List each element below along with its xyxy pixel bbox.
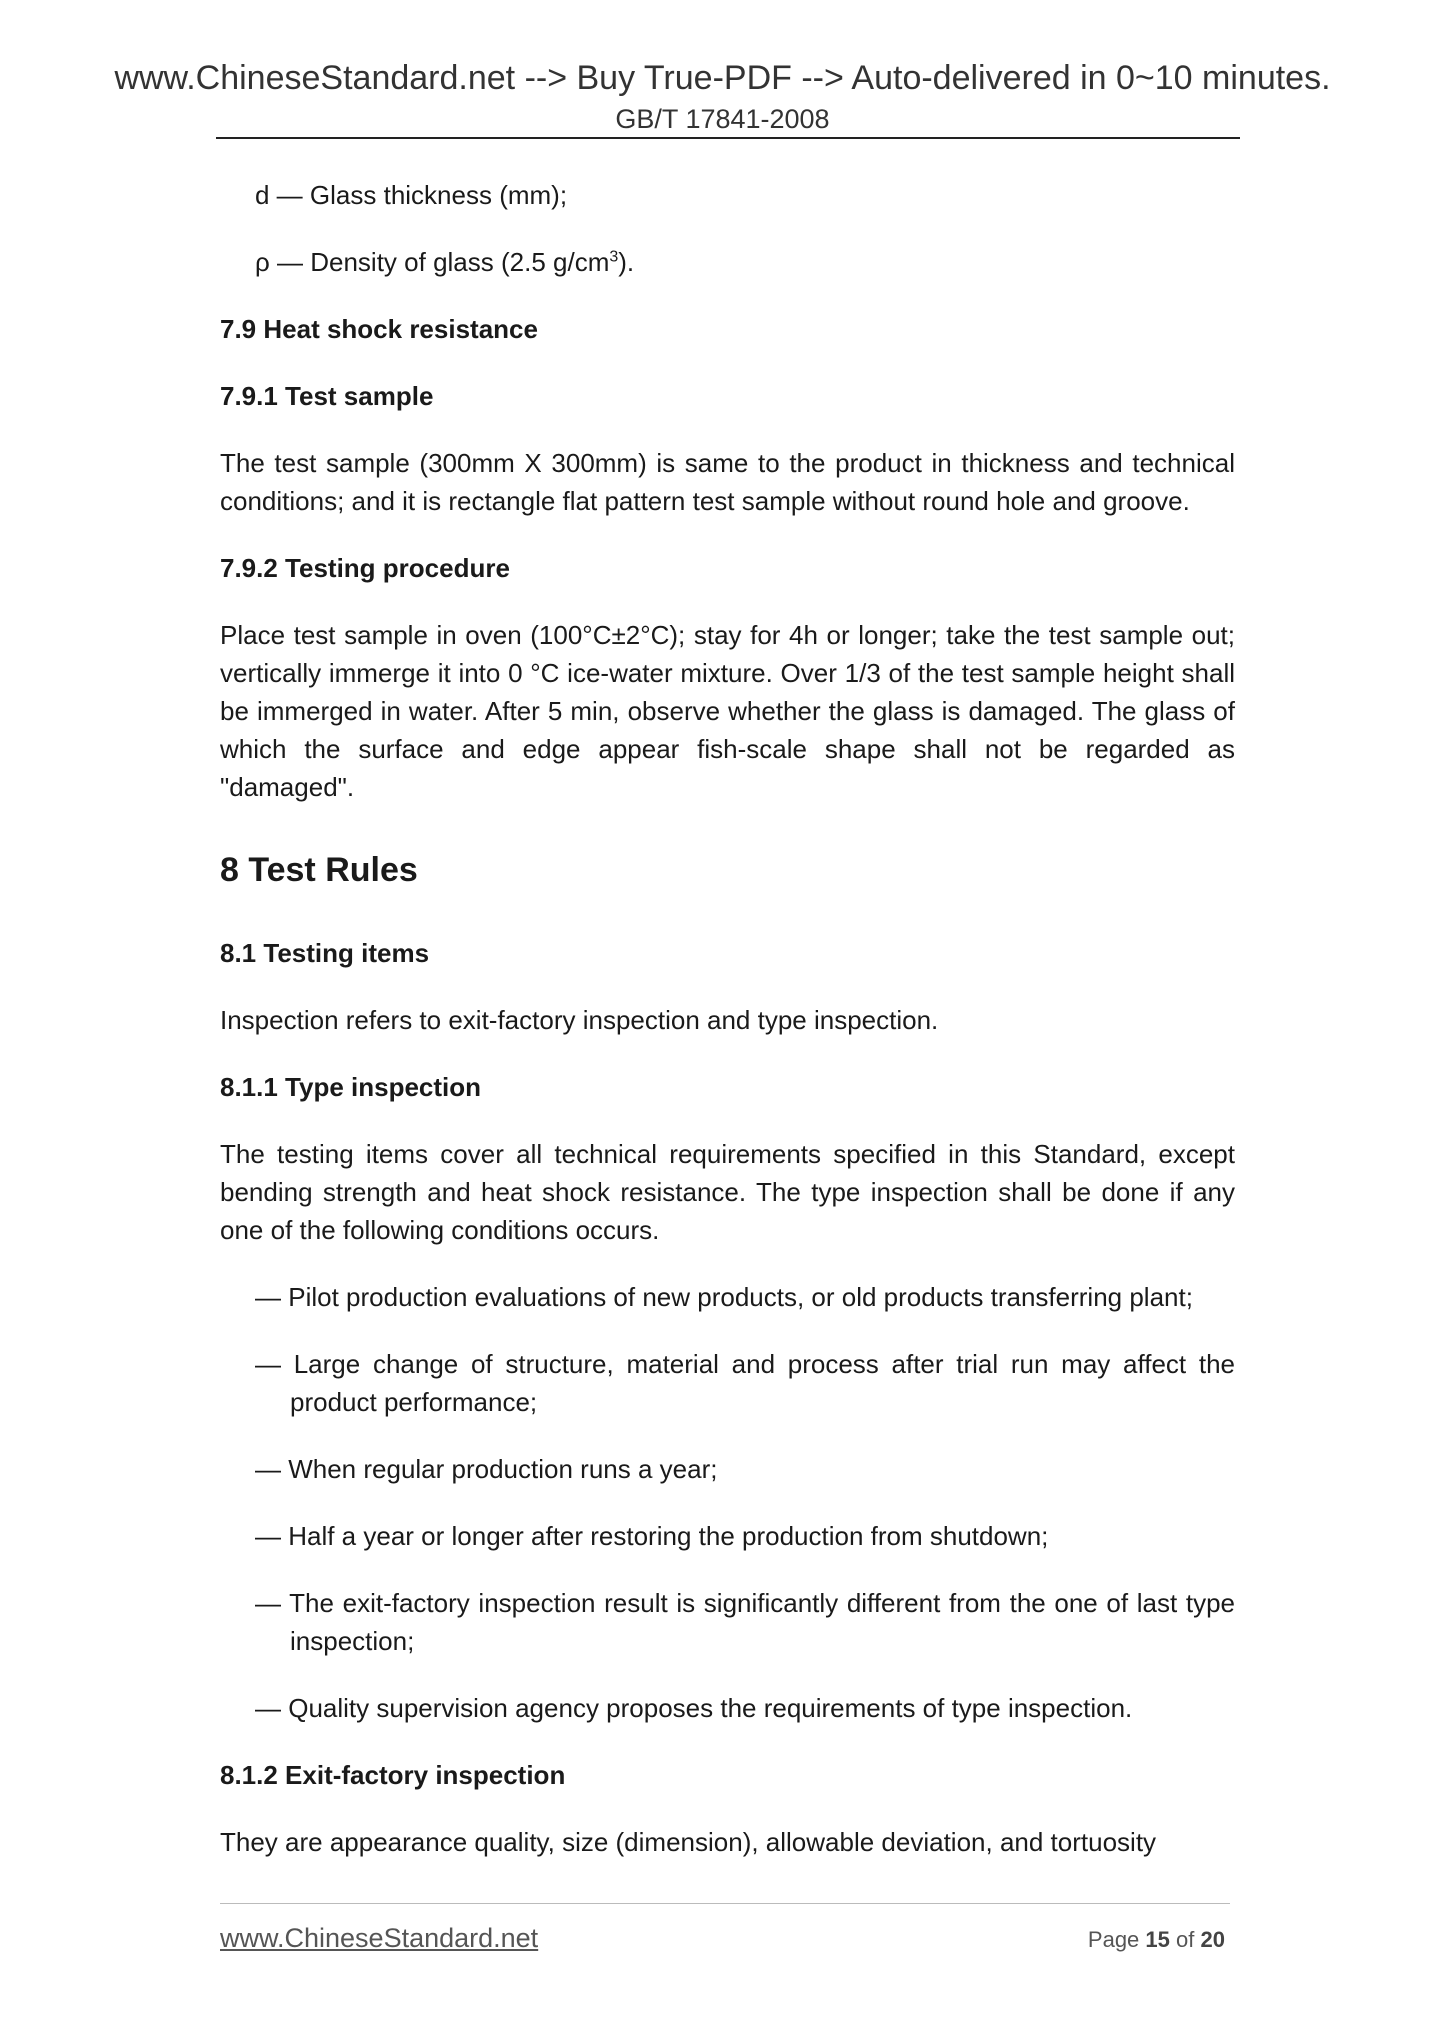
heading-8-1-2: 8.1.2 Exit-factory inspection xyxy=(220,1760,566,1790)
paragraph-7-9-2: Place test sample in oven (100°C±2°C); stay for 4h or longer; take the test sample out; vertically immerge it into 0 °C ice-water mixture. Over 1/3 of the test sample height shall be immerged in water. After 5 min, observe whether the glass is damaged. The glass of which the surface and edge appear fish-scale shape shall not be regarded as "damaged". xyxy=(220,620,1235,802)
page-total: 20 xyxy=(1200,1927,1225,1952)
footer-site-link[interactable]: www.ChineseStandard.net xyxy=(220,1923,539,1953)
paragraph-8-1-2: They are appearance quality, size (dimension), allowable deviation, and tortuosity xyxy=(220,1827,1157,1857)
paragraph-8-1-1: The testing items cover all technical requirements specified in this Standard, except bending strength and heat shock resistance. The type inspection shall be done if any one of the following conditions occurs. xyxy=(220,1139,1235,1245)
header-divider xyxy=(216,137,1240,139)
list-item: — Half a year or longer after restoring the production from shutdown; xyxy=(255,1521,1049,1551)
page-content xyxy=(220,176,1235,1861)
page-of: of xyxy=(1176,1927,1195,1952)
page-label: Page xyxy=(1087,1927,1140,1952)
definition-rho xyxy=(220,243,1235,281)
definition-rho-text: ρ — Density of glass (2.5 g/cm xyxy=(255,247,610,277)
paragraph-7-9-1: The test sample (300mm X 300mm) is same to the product in thickness and technical conditions; and it is rectangle flat pattern test sample without round hole and groove. xyxy=(220,448,1235,516)
heading-7-9-1: 7.9.1 Test sample xyxy=(220,381,434,411)
heading-7-9-2: 7.9.2 Testing procedure xyxy=(220,553,510,583)
heading-8: 8 Test Rules xyxy=(220,851,418,889)
definition-d: d — Glass thickness (mm); xyxy=(255,180,568,210)
heading-8-1-1: 8.1.1 Type inspection xyxy=(220,1072,482,1102)
standard-number: GB/T 17841-2008 xyxy=(615,104,830,134)
heading-8-1: 8.1 Testing items xyxy=(220,938,430,968)
list-item: — Pilot production evaluations of new products, or old products transferring plant; xyxy=(255,1282,1193,1312)
page-current: 15 xyxy=(1145,1927,1170,1952)
heading-7-9: 7.9 Heat shock resistance xyxy=(220,314,538,344)
page-indicator xyxy=(1088,1927,1225,1953)
list-item: — Large change of structure, material and process after trial run may affect the product performance; xyxy=(255,1349,1235,1417)
definition-rho-superscript: 3 xyxy=(609,248,619,266)
header-banner[interactable]: www.ChineseStandard.net --> Buy True-PDF --> Auto-delivered in 0~10 minutes. xyxy=(114,59,1331,97)
paragraph-8-1: Inspection refers to exit-factory inspection and type inspection. xyxy=(220,1005,939,1035)
definition-rho-end: ). xyxy=(618,247,635,277)
list-item: — The exit-factory inspection result is significantly different from the one of last type inspection; xyxy=(255,1588,1235,1656)
list-item: — When regular production runs a year; xyxy=(255,1454,718,1484)
list-item: — Quality supervision agency proposes the requirements of type inspection. xyxy=(255,1693,1133,1723)
footer-divider xyxy=(220,1903,1230,1904)
